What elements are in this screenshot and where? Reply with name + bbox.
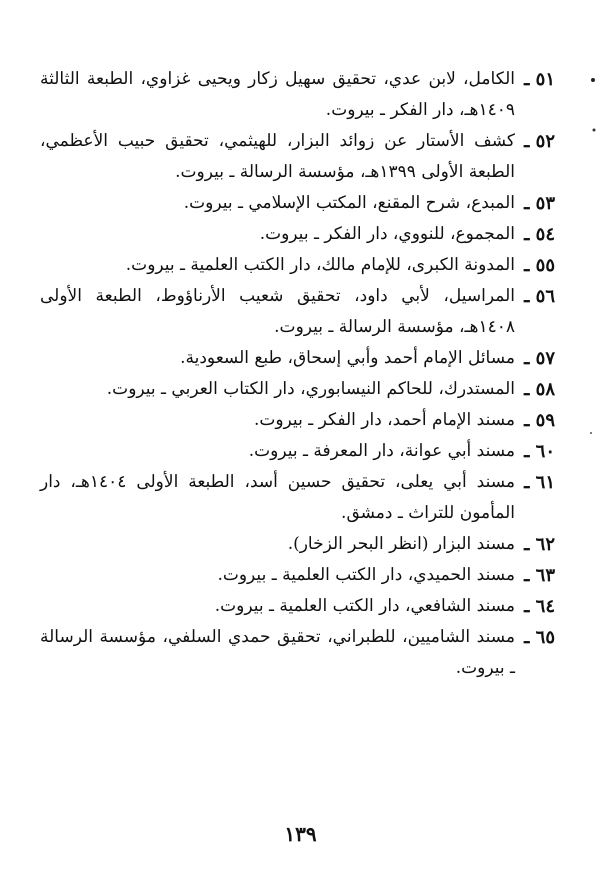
entry-number: ٥٦ ـ xyxy=(524,286,555,307)
entry-text: مسند البزار (انظر البحر الزخار). xyxy=(287,534,515,554)
entry-number: ٥٥ ـ xyxy=(524,255,555,276)
entry-number: ٦٥ ـ xyxy=(524,627,555,648)
entry-number: ٥٣ ـ xyxy=(524,193,555,214)
entry-number: ٦٤ ـ xyxy=(524,596,555,617)
entry-text: مسند الإمام أحمد، دار الفكر ـ بيروت. xyxy=(253,410,515,430)
scan-speck xyxy=(591,78,595,82)
entry-number: ٦٠ ـ xyxy=(524,441,555,462)
entry-number: ٥١ ـ xyxy=(524,69,555,90)
entry-text: مسند الحميدي، دار الكتب العلمية ـ بيروت. xyxy=(217,565,515,585)
entry-text: المراسيل، لأبي داود، تحقيق شعيب الأرناؤوط، الطبعة الأولى ١٤٠٨هـ، مؤسسة الرسالة ـ بيروت. xyxy=(40,286,515,337)
entry-text: كشف الأستار عن زوائد البزار، للهيثمي، تحقيق حبيب الأعظمي، الطبعة الأولى ١٣٩٩هـ، مؤسسة الرسالة ـ بيروت. xyxy=(40,131,515,182)
entry-number: ٥٨ ـ xyxy=(524,379,555,400)
entry-text: المستدرك، للحاكم النيسابوري، دار الكتاب العربي ـ بيروت. xyxy=(106,379,515,399)
entry-number: ٦٢ ـ xyxy=(524,534,555,555)
entry-number: ٦٣ ـ xyxy=(524,565,555,586)
entry-number: ٥٩ ـ xyxy=(524,410,555,431)
entry-number: ٥٧ ـ xyxy=(524,348,555,369)
scan-speck xyxy=(590,432,592,434)
entry-text: المبدع، شرح المقنع، المكتب الإسلامي ـ بيروت. xyxy=(183,193,515,213)
entry-text: مسند أبي عوانة، دار المعرفة ـ بيروت. xyxy=(248,441,515,461)
entry-number: ٥٢ ـ xyxy=(524,131,555,152)
entry-text: مسند الشاميين، للطبراني، تحقيق حمدي السلفي، مؤسسة الرسالة ـ بيروت. xyxy=(40,627,515,678)
page-number: ١٣٩ xyxy=(284,822,317,846)
entry-text: الكامل، لابن عدي، تحقيق سهيل زكار ويحيى غزاوي، الطبعة الثالثة ١٤٠٩هـ، دار الفكر ـ بيروت. xyxy=(40,69,515,120)
entry-number: ٥٤ ـ xyxy=(524,224,555,245)
scan-speck xyxy=(593,129,596,132)
entry-text: مسند أبي يعلى، تحقيق حسين أسد، الطبعة الأولى ١٤٠٤هـ، دار المأمون للتراث ـ دمشق. xyxy=(40,472,516,523)
entry-number: ٦١ ـ xyxy=(524,472,555,493)
entry-text: المجموع، للنووي، دار الفكر ـ بيروت. xyxy=(259,224,515,244)
entry-text: مسند الشافعي، دار الكتب العلمية ـ بيروت. xyxy=(214,596,515,616)
entry-text: المدونة الكبرى، للإمام مالك، دار الكتب العلمية ـ بيروت. xyxy=(125,255,515,275)
entry-text: مسائل الإمام أحمد وأبي إسحاق، طبع السعودية. xyxy=(180,348,515,368)
